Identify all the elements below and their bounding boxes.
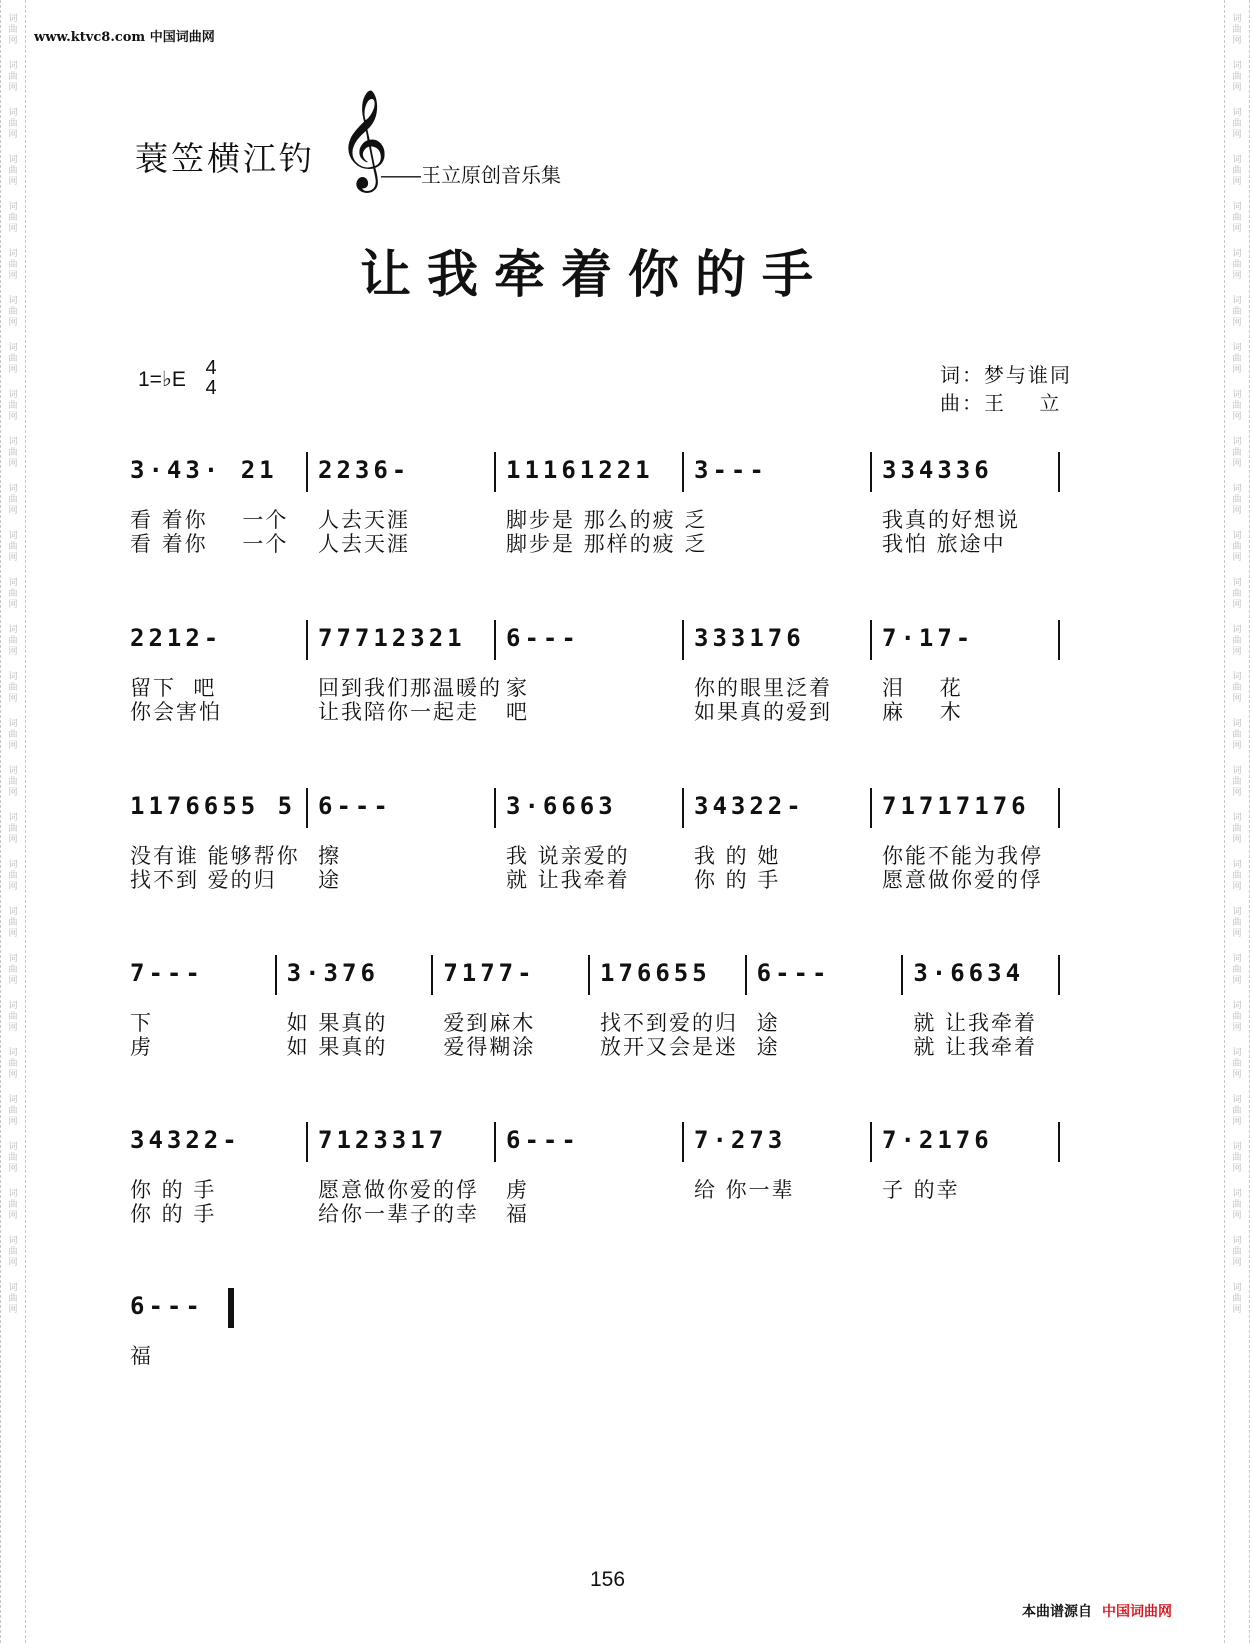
lyric-verse-1: 泪 花	[882, 676, 963, 700]
watermark-glyph: 词 曲 网	[1232, 907, 1242, 939]
page-number: 156	[590, 1568, 626, 1591]
lyric-verse-2: 你会害怕	[130, 700, 222, 724]
watermark-glyph: 词 曲 网	[8, 61, 18, 93]
lyric-verse-1: 子 的幸	[882, 1178, 960, 1202]
lyric-verse-2: 让我陪你一起走	[318, 700, 479, 724]
barline	[1058, 620, 1060, 660]
measure	[882, 620, 1070, 724]
measure-notes: 7123317	[318, 1126, 448, 1154]
watermark-glyph: 词 曲 网	[1232, 766, 1242, 798]
watermark-glyph: 词 曲 网	[8, 1189, 18, 1221]
lyric-verse-1: 途	[756, 1011, 780, 1035]
barline	[870, 788, 872, 828]
measure	[130, 620, 318, 724]
lyric-verse-2: 你 的 手	[130, 1202, 217, 1226]
measure-notes: 2212-	[130, 624, 223, 652]
credits	[940, 361, 1072, 417]
watermark-glyph: 词 曲 网	[8, 343, 18, 375]
measure	[506, 788, 694, 892]
watermark-glyph: 词 曲 网	[1232, 296, 1242, 328]
watermark-glyph: 词 曲 网	[8, 766, 18, 798]
lyric-verse-2: 人去天涯	[318, 532, 410, 556]
watermark-glyph: 词 曲 网	[8, 1236, 18, 1268]
lyric-verse-2: 我怕 旅途中	[882, 532, 1006, 556]
barline	[275, 955, 277, 995]
barline	[682, 788, 684, 828]
watermark-glyph: 词 曲 网	[1232, 625, 1242, 657]
barline	[494, 620, 496, 660]
watermark-glyph: 词 曲 网	[8, 625, 18, 657]
watermark-glyph: 词 曲 网	[1232, 860, 1242, 892]
measure	[913, 955, 1070, 1059]
lyric-verse-1: 你的眼里泛着	[694, 676, 832, 700]
measure	[694, 620, 882, 724]
barline	[494, 452, 496, 492]
lyric-verse-2: 看 着你 一个	[130, 532, 289, 556]
watermark-glyph: 词 曲 网	[1232, 61, 1242, 93]
measure	[130, 955, 287, 1059]
watermark-glyph: 词 曲 网	[8, 155, 18, 187]
lyric-verse-2: 途	[318, 868, 341, 892]
measure	[882, 788, 1070, 892]
series-title: 蓑笠横江钓	[135, 139, 315, 178]
watermark-strip-left	[0, 0, 26, 1643]
barline	[306, 788, 308, 828]
lyric-verse-1: 找不到爱的归	[600, 1011, 738, 1035]
watermark-glyph: 词 曲 网	[1232, 1095, 1242, 1127]
watermark-glyph: 词 曲 网	[8, 719, 18, 751]
barline	[870, 452, 872, 492]
watermark-glyph: 词 曲 网	[1232, 202, 1242, 234]
watermark-glyph: 词 曲 网	[1232, 249, 1242, 281]
measure-notes: 77712321	[318, 624, 466, 652]
barline	[494, 1122, 496, 1162]
measure-notes: 1176655 5	[130, 792, 297, 820]
barline	[870, 620, 872, 660]
measure-notes: 7·17-	[882, 624, 975, 652]
measure-notes: 7·273	[694, 1126, 787, 1154]
measure	[130, 452, 318, 556]
lyric-verse-1: 看 着你 一个	[130, 508, 289, 532]
lyric-verse-1: 给 你一辈	[694, 1178, 795, 1202]
watermark-glyph: 词 曲 网	[1232, 108, 1242, 140]
measure-notes: 71717176	[882, 792, 1030, 820]
measure-notes: 6---	[756, 959, 831, 987]
measure-notes: 6---	[318, 792, 392, 820]
lyric-verse-1: 我 的 她	[694, 844, 781, 868]
lyric-verse-1: 虏	[506, 1178, 529, 1202]
measure	[694, 452, 882, 500]
score-line	[130, 1122, 1095, 1226]
watermark-glyph: 词 曲 网	[1232, 1283, 1242, 1315]
measure-notes: 3·43· 21	[130, 456, 278, 484]
lyric-verse-1: 你能不能为我停	[882, 844, 1043, 868]
measure-notes: 7177-	[443, 959, 536, 987]
key-signature: 1=♭E	[138, 368, 186, 391]
watermark-glyph: 词 曲 网	[1232, 672, 1242, 704]
measure	[506, 1122, 694, 1226]
measure-notes: 7·2176	[882, 1126, 993, 1154]
barline	[682, 620, 684, 660]
lyric-verse-2: 放开又会是迷	[600, 1035, 738, 1059]
lyric-verse-1: 我真的好想说	[882, 508, 1020, 532]
barline	[1058, 955, 1060, 995]
source-url: www.ktvc8.com 中国词曲网	[34, 30, 215, 45]
watermark-glyph: 词 曲 网	[1232, 14, 1242, 46]
watermark-glyph: 词 曲 网	[8, 390, 18, 422]
measure	[882, 1122, 1070, 1202]
measure	[130, 788, 318, 892]
measure	[318, 452, 506, 556]
score-line	[130, 1288, 1095, 1368]
barline	[306, 452, 308, 492]
watermark-glyph: 词 曲 网	[8, 860, 18, 892]
barline	[870, 1122, 872, 1162]
score-line	[130, 620, 1095, 724]
watermark-glyph: 词 曲 网	[8, 14, 18, 46]
lyric-verse-2: 就 让我牵着	[913, 1035, 1038, 1059]
watermark-glyph: 词 曲 网	[1232, 719, 1242, 751]
lyric-verse-2: 福	[506, 1202, 529, 1226]
watermark-glyph: 词 曲 网	[1232, 531, 1242, 563]
barline	[431, 955, 433, 995]
measure	[756, 955, 914, 1059]
measure-notes: 3·6634	[913, 959, 1025, 987]
time-signature-bottom: 4	[205, 377, 217, 399]
footer-credit	[1022, 1601, 1172, 1621]
lyric-verse-1: 留下 吧	[130, 676, 217, 700]
footer-prefix: 本曲谱源自	[1022, 1604, 1092, 1620]
watermark-glyph: 词 曲 网	[8, 954, 18, 986]
time-signature-top: 4	[205, 357, 217, 379]
lyric-verse-1: 回到我们那温暖的	[318, 676, 502, 700]
score-line	[130, 955, 1095, 1059]
lyric-verse-1: 愿意做你爱的俘	[318, 1178, 479, 1202]
footer-brand: 中国词曲网	[1102, 1604, 1172, 1620]
lyric-verse-2: 麻 木	[882, 700, 963, 724]
lyric-verse-2: 找不到 爱的归	[130, 868, 277, 892]
lyric-verse-1: 没有谁 能够帮你	[130, 844, 300, 868]
watermark-glyph: 词 曲 网	[8, 672, 18, 704]
watermark-glyph: 词 曲 网	[8, 1283, 18, 1315]
lyricist-credit: 词：梦与谁同	[940, 363, 1072, 387]
barline	[1058, 788, 1060, 828]
watermark-glyph: 词 曲 网	[1232, 390, 1242, 422]
measure	[318, 1122, 506, 1226]
measure	[882, 452, 1070, 556]
measure-notes: 334336	[882, 456, 993, 484]
score-line	[130, 452, 1095, 556]
measure-notes: 6---	[506, 1126, 580, 1154]
watermark-glyph: 词 曲 网	[8, 1095, 18, 1127]
watermark-glyph: 词 曲 网	[8, 484, 18, 516]
measure-notes: 3·6663	[506, 792, 617, 820]
lyric-verse-1: 脚步是 那么的疲 乏	[506, 508, 708, 532]
watermark-glyph: 词 曲 网	[1232, 437, 1242, 469]
lyric-verse-1: 人去天涯	[318, 508, 410, 532]
composer-credit: 曲：王 立	[940, 391, 1062, 415]
measure	[600, 955, 757, 1059]
barline	[1058, 452, 1060, 492]
measure-notes: 34322-	[694, 792, 805, 820]
barline	[306, 1122, 308, 1162]
barline	[494, 788, 496, 828]
watermark-glyph: 词 曲 网	[1232, 1142, 1242, 1174]
measure-notes: 7---	[130, 959, 204, 987]
barline	[901, 955, 903, 995]
lyric-verse-2: 爱得糊涂	[443, 1035, 536, 1059]
lyric-verse-1: 如 果真的	[286, 1011, 388, 1035]
watermark-glyph: 词 曲 网	[8, 108, 18, 140]
watermark-glyph: 词 曲 网	[8, 1142, 18, 1174]
watermark-glyph: 词 曲 网	[1232, 1048, 1242, 1080]
measure	[130, 1122, 318, 1226]
watermark-glyph: 词 曲 网	[1232, 1236, 1242, 1268]
lyric-verse-2: 给你一辈子的幸	[318, 1202, 479, 1226]
lyric-verse-1: 你 的 手	[130, 1178, 217, 1202]
watermark-glyph: 词 曲 网	[8, 437, 18, 469]
time-signature	[203, 358, 219, 398]
watermark-glyph: 词 曲 网	[1232, 155, 1242, 187]
lyric-verse-2: 愿意做你爱的俘	[882, 868, 1043, 892]
lyric-verse-2: 如 果真的	[286, 1035, 388, 1059]
lyric-verse-2: 你 的 手	[694, 868, 781, 892]
watermark-glyph: 词 曲 网	[1232, 484, 1242, 516]
watermark-glyph: 词 曲 网	[8, 202, 18, 234]
barline	[682, 1122, 684, 1162]
measure	[318, 788, 506, 892]
measure	[286, 955, 444, 1059]
lyric-verse-2: 吧	[506, 700, 529, 724]
watermark-glyph: 词 曲 网	[8, 296, 18, 328]
watermark-glyph: 词 曲 网	[8, 1048, 18, 1080]
lyric-verse-1: 福	[130, 1344, 153, 1368]
lyric-verse-1: 我 说亲爱的	[506, 844, 630, 868]
watermark-glyph: 词 曲 网	[8, 249, 18, 281]
barline	[1058, 1122, 1060, 1162]
watermark-glyph: 词 曲 网	[1232, 813, 1242, 845]
watermark-glyph: 词 曲 网	[8, 578, 18, 610]
watermark-glyph: 词 曲 网	[1232, 578, 1242, 610]
measure	[443, 955, 600, 1059]
barline	[306, 620, 308, 660]
measure-notes: 176655	[600, 959, 711, 987]
lyric-verse-1: 擦	[318, 844, 341, 868]
lyric-verse-2: 就 让我牵着	[506, 868, 630, 892]
watermark-strip-right	[1224, 0, 1250, 1643]
measure-notes: 6---	[506, 624, 580, 652]
song-title: 让我牵着你的手	[360, 245, 830, 305]
barline	[682, 452, 684, 492]
series-subtitle: ——王立原创音乐集	[381, 165, 561, 187]
watermark-glyph: 词 曲 网	[8, 1001, 18, 1033]
measure-notes: 333176	[694, 624, 805, 652]
watermark-glyph: 词 曲 网	[1232, 1189, 1242, 1221]
lyric-verse-2: 虏	[130, 1035, 153, 1059]
watermark-glyph: 词 曲 网	[8, 907, 18, 939]
lyric-verse-1: 下	[130, 1011, 153, 1035]
lyric-verse-2: 如果真的爱到	[694, 700, 832, 724]
measure-notes: 3---	[694, 456, 768, 484]
measure-notes: 11161221	[506, 456, 654, 484]
watermark-glyph: 词 曲 网	[1232, 954, 1242, 986]
watermark-glyph: 词 曲 网	[8, 813, 18, 845]
final-barline	[228, 1288, 234, 1328]
measure-notes: 3·376	[286, 959, 379, 987]
measure-notes: 34322-	[130, 1126, 241, 1154]
measure	[130, 1288, 240, 1368]
lyric-verse-1: 就 让我牵着	[913, 1011, 1038, 1035]
watermark-glyph: 词 曲 网	[1232, 343, 1242, 375]
measure	[506, 620, 694, 724]
measure	[694, 788, 882, 892]
lyric-verse-1: 家	[506, 676, 529, 700]
watermark-glyph: 词 曲 网	[1232, 1001, 1242, 1033]
measure	[506, 452, 708, 556]
treble-clef-icon: 𝄞	[338, 89, 389, 189]
measure	[694, 1122, 882, 1202]
barline	[588, 955, 590, 995]
lyric-verse-1: 爱到麻木	[443, 1011, 536, 1035]
lyric-verse-2: 脚步是 那样的疲 乏	[506, 532, 708, 556]
lyric-verse-2: 途	[756, 1035, 780, 1059]
measure	[318, 620, 506, 724]
measure-notes: 6---	[130, 1292, 204, 1320]
watermark-glyph: 词 曲 网	[8, 531, 18, 563]
score-line	[130, 788, 1095, 892]
barline	[745, 955, 747, 995]
measure-notes: 2236-	[318, 456, 411, 484]
